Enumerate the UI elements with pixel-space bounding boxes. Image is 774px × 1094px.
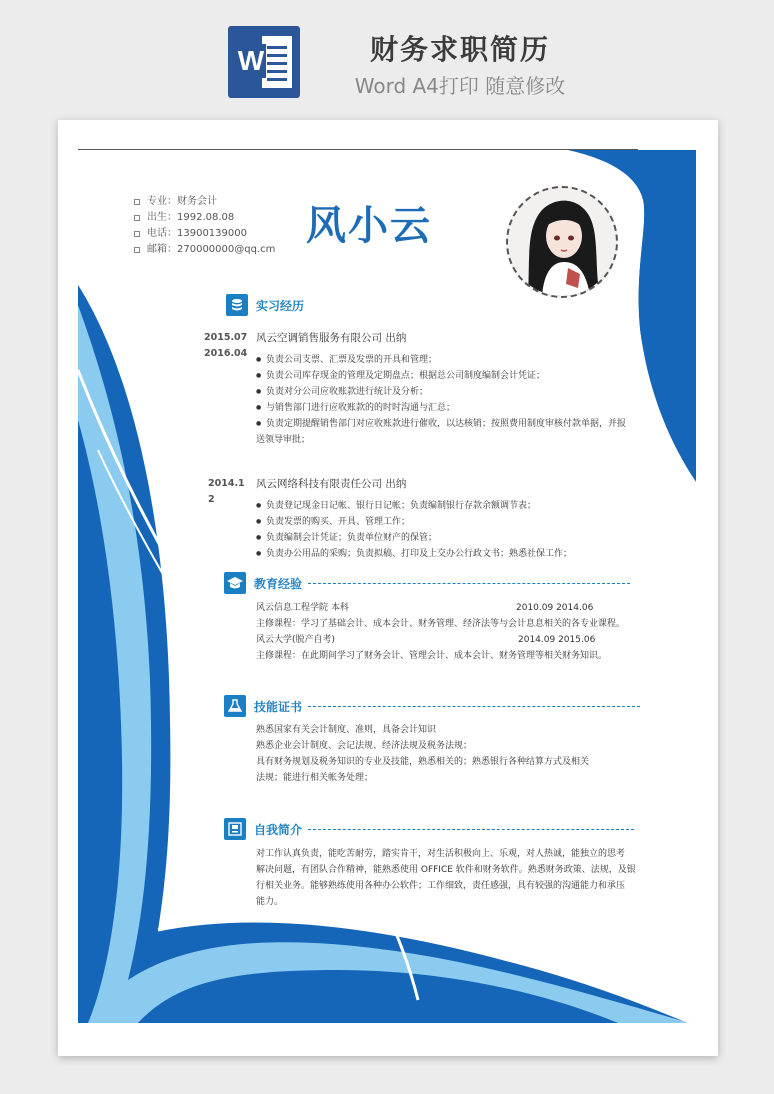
list-item: ● 负责发票的购买、开具、管理工作； xyxy=(256,514,656,530)
job-date: 2014.1 2 xyxy=(208,478,245,505)
skills-text: 熟悉国家有关会计制度、准则，具备会计知识 熟悉企业会计制度、会记法规、经济法规及税务法规； 具有财务规划及税务知识的专业及技能，熟悉相关的；熟悉银行各种结算方式及相关 法规；能进行相关帐务处理； xyxy=(256,725,590,783)
list-item: ● 负责定期提醒销售部门对应收账款进行催收，以达核销；按照费用制度审核付款单据，并报 xyxy=(256,416,656,432)
section-skills-header xyxy=(224,695,640,717)
section-divider xyxy=(308,583,630,584)
candidate-name: 风小云 xyxy=(306,203,432,249)
job-date: 2015.07 2016.04 xyxy=(204,332,248,359)
section-title: 教育经验 xyxy=(254,576,303,591)
graduation-cap-icon xyxy=(224,572,246,594)
word-icon: W xyxy=(228,26,300,98)
section-internship-header xyxy=(226,294,304,316)
personal-info xyxy=(134,194,275,258)
top-divider xyxy=(78,149,638,150)
list-item: ● 与销售部门进行应收账款的的时时沟通与汇总； xyxy=(256,400,656,416)
info-row: 邮箱 ： 270000000@qq.cm xyxy=(134,242,275,258)
section-title: 自我简介 xyxy=(254,822,303,837)
page-title: 财务求职简历 xyxy=(369,33,550,66)
avatar xyxy=(506,186,618,298)
info-row: 出生 ： 1992.08.08 xyxy=(134,210,275,226)
page-subtitle: Word A4打印 随意修改 xyxy=(354,74,566,98)
job-duties xyxy=(256,498,656,562)
job-title: 风云空调销售服务有限公司 出纳 xyxy=(256,332,407,344)
flask-icon xyxy=(224,695,246,717)
section-title: 实习经历 xyxy=(256,298,305,313)
education-row: 主修课程：学习了基础会计、成本会计、财务管理、经济法等与会计息息相关的各专业课程。 xyxy=(256,619,626,629)
list-item: ● 负责公司支票、汇票及发票的开具和管理； xyxy=(256,352,656,368)
section-divider xyxy=(308,706,640,707)
list-item: ● 负责编制会计凭证；负责单位财产的保管； xyxy=(256,530,656,546)
resume-page xyxy=(58,120,718,1056)
list-item: ● 负责办公用品的采购；负责拟稿、打印及上交办公行政文书；熟悉社保工作； xyxy=(256,546,656,562)
list-item: ● 负责登记现金日记帐、银行日记帐；负责编制银行存款余额调节表； xyxy=(256,498,656,514)
section-title: 技能证书 xyxy=(254,699,303,714)
education-row: 主修课程：在此期间学习了财务会计、管理会计、成本会计、财务管理等相关财务知识。 xyxy=(256,651,608,661)
list-item-continued: 送领导审批； xyxy=(256,435,311,445)
info-row: 专业 ： 财务会计 xyxy=(134,194,275,210)
section-education-header xyxy=(224,572,630,594)
education-row: 风云信息工程学院 本科 2010.09 2014.06 xyxy=(256,603,594,613)
info-row: 电话 ： 13900139000 xyxy=(134,226,275,242)
portrait-illustration xyxy=(508,188,616,296)
section-divider xyxy=(308,829,634,830)
job-duties xyxy=(256,352,656,448)
id-card-icon xyxy=(224,818,246,840)
job-title: 风云网络科技有限责任公司 出纳 xyxy=(256,478,407,490)
page-header xyxy=(0,0,774,110)
list-item: ● 负责对分公司应收账款进行统计及分析； xyxy=(256,384,656,400)
section-profile-header xyxy=(224,818,634,840)
education-row: 风云大学(脱产自考) 2014.09 2015.06 xyxy=(256,635,596,645)
profile-text: 对工作认真负责，能吃苦耐劳，踏实肯干，对生活积极向上、乐观，对人热诚，能独立的思考 解决问题，有团队合作精神，能熟悉使用 OFFICE 软件和财务软件。熟悉财务政策、法规，及银 行相关业务。能够熟练使用各种办公软件；工作细致，责任感强，具有较强的沟通能力和承压 能力。 xyxy=(256,849,636,907)
database-icon xyxy=(226,294,248,316)
list-item: ● 负责公司库存现金的管理及定期盘点；根据总公司制度编制会计凭证； xyxy=(256,368,656,384)
